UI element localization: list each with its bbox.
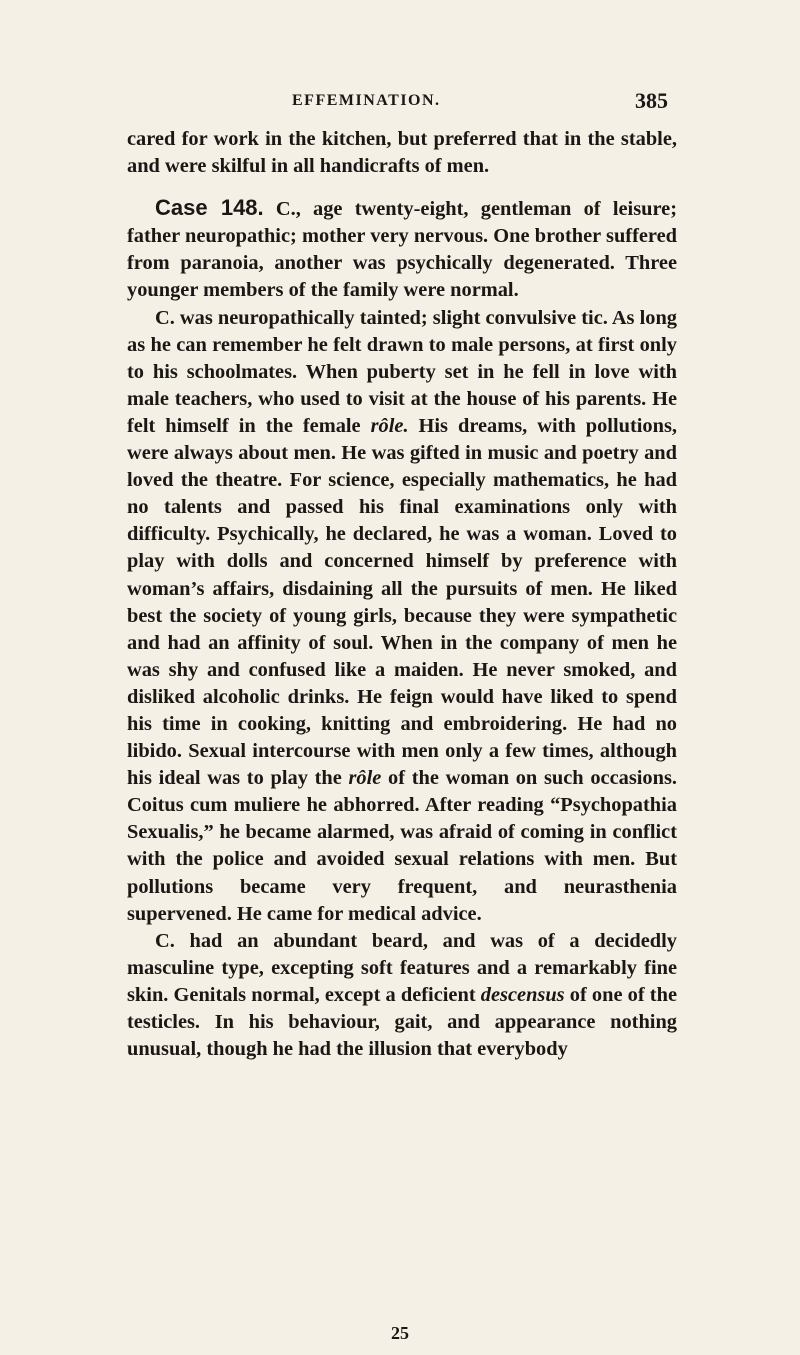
signature-mark: 25 <box>391 1323 409 1343</box>
case-intro-text: C., age twenty-eight, gentleman of leisure; father neuropathic; mother very nervous. One brother suffered from paranoia, another was psychically degenerated. Three younger members of the family were normal. <box>127 198 677 302</box>
running-head <box>0 88 800 118</box>
history-paragraph <box>127 305 677 928</box>
examination-text-part-2: of one of the testicles. In his behaviour, gait, and appearance nothing unusual, though he had the illusion that everybody <box>127 983 677 1061</box>
running-title: EFFEMINATION. <box>292 92 441 109</box>
case-heading: Case 148. <box>155 195 264 221</box>
history-text-part-3: of the woman on such occasions. Coitus cum muliere he abhorred. After reading “Psychopathia Sexualis,” he became alarmed, was afraid of coming in conflict with the police and avoided sexual relations with men. But pollutions became very frequent, and neurasthenia supervened. He came for medical advice. <box>127 767 677 925</box>
continuation-paragraph <box>127 126 677 180</box>
history-text-part-2: His dreams, with pollutions, were always about men. He was gifted in music and poetry and loved the theatre. For science, especially mathematics, he had no talents and passed his final examinations only with difficulty. Psychically, he declared, he was a woman. Loved to play with dolls and concerned himself by preference with woman’s affairs, disdaining all the pursuits of men. He liked best the society of young girls, because they were sympathetic and had an affinity of soul. When in the company of men he was shy and confused like a maiden. He never smoked, and disliked alcoholic drinks. He feign would have liked to spend his time in cooking, knitting and embroidering. He had no libido. Sexual intercourse with men only a few times, although his ideal was to play the <box>127 414 677 790</box>
examination-paragraph <box>127 928 677 1063</box>
history-text-part-1: C. was neuropathically tainted; slight convulsive tic. As long as he can remember he felt drawn to male persons, at first only to his schoolmates. When puberty set in he fell in love with male teachers, who used to visit at the house of his parents. He felt himself in the female <box>127 306 677 437</box>
descensus-italic: descensus <box>480 983 565 1006</box>
continuation-text: cared for work in the kitchen, but preferred that in the stable, and were skilful in all handicrafts of men. <box>127 128 677 178</box>
examination-text-part-1: C. had an abundant beard, and was of a decidedly masculine type, excepting soft features and a remarkably fine skin. Genitals normal, except a deficient <box>127 929 677 1006</box>
case-paragraph <box>127 194 677 304</box>
body-text <box>127 126 677 1063</box>
role-italic-1: rôle. <box>370 414 409 437</box>
page-number: 385 <box>635 88 668 113</box>
role-italic-2: rôle <box>348 767 382 790</box>
